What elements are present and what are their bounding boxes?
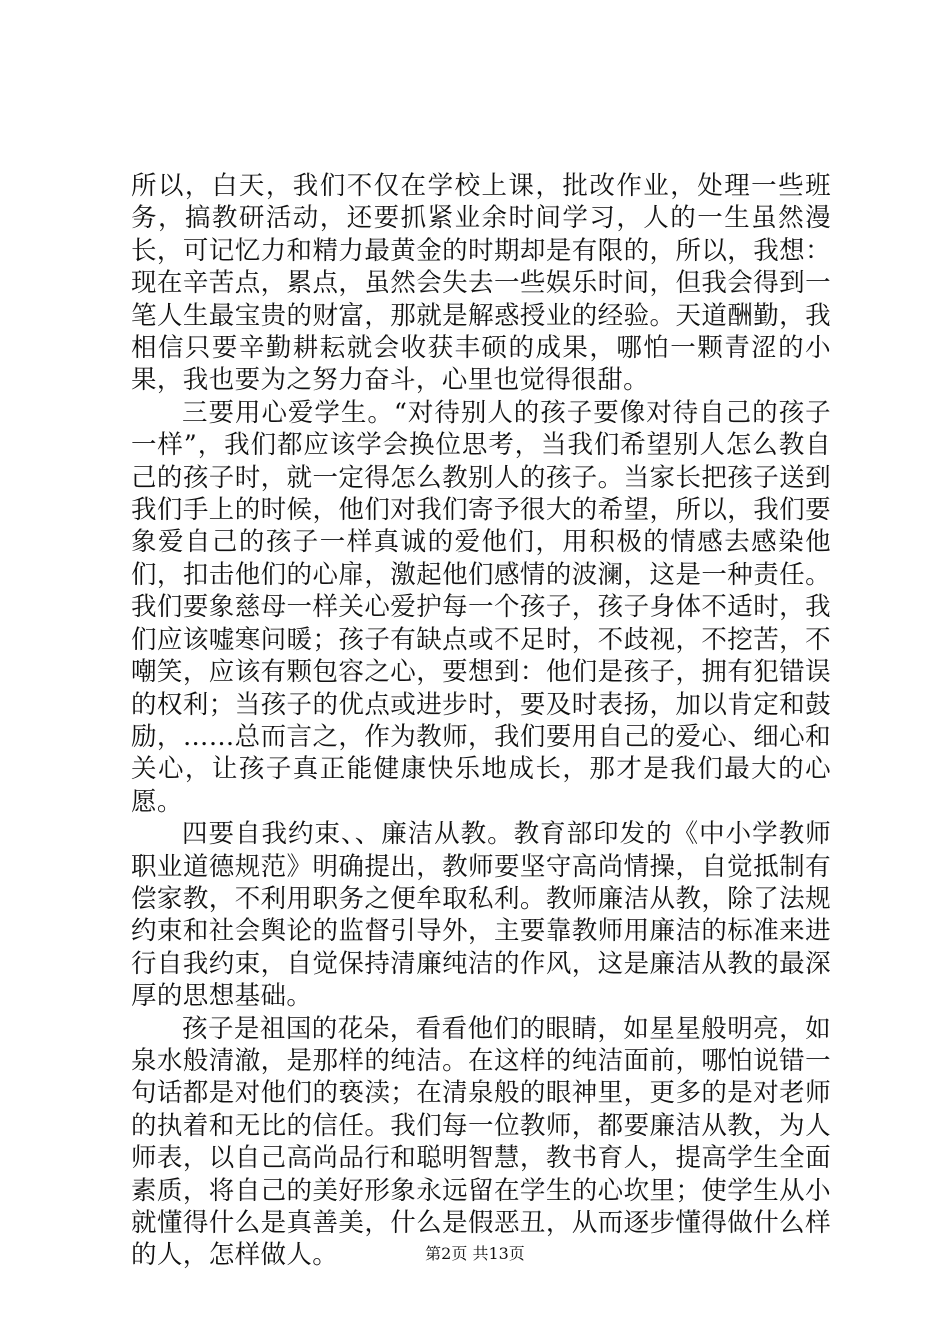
page-number-footer: 第2页 共13页	[425, 1244, 525, 1263]
document-body	[131, 170, 831, 1272]
paragraph-self-discipline: 四要自我约束、、廉洁从教。教育部印发的《中小学教师职业道德规范》明确提出，教师要坚守高尚情操，自觉抵制有偿家教，不利用职务之便牟取私利。教师廉洁从教，除了法规约束和社会舆论的监督引导外，主要靠教师用廉洁的标准来进行自我约束，自觉保持清廉纯洁的作风，这是廉洁从教的最深厚的思想基础。	[131, 819, 831, 1012]
paragraph-love-students: 三要用心爱学生。“对待别人的孩子要像对待自己的孩子一样”，我们都应该学会换位思考，当我们希望别人怎么教自己的孩子时，就一定得怎么教别人的孩子。当家长把孩子送到我们手上的时候，他们对我们寄予很大的希望，所以，我们要象爱自己的孩子一样真诚的爱他们，用积极的情感去感染他们，扣击他们的心扉，激起他们感情的波澜，这是一种责任。我们要象慈母一样关心爱护每一个孩子，孩子身体不适时，我们应该嘘寒问暖；孩子有缺点或不足时，不歧视，不挖苦，不嘲笑，应该有颗包容之心，要想到：他们是孩子，拥有犯错误的权利；当孩子的优点或进步时，要及时表扬，加以肯定和鼓励，……总而言之，作为教师，我们要用自己的爱心、细心和关心，让孩子真正能健康快乐地成长，那才是我们最大的心愿。	[131, 397, 831, 817]
paragraph-children-flowers: 孩子是祖国的花朵，看看他们的眼睛，如星星般明亮，如泉水般清澈，是那样的纯洁。在这样的纯洁面前，哪怕说错一句话都是对他们的亵渎；在清泉般的眼神里，更多的是对老师的执着和无比的信任。我们每一位教师，都要廉洁从教，为人师表，以自己高尚品行和聪明智慧，教书育人，提高学生全面素质，将自己的美好形象永远留在学生的心坎里；使学生从小就懂得什么是真善美，什么是假恶丑，从而逐步懂得做什么样的人，怎样做人。	[131, 1013, 831, 1271]
paragraph-continuation: 所以，白天，我们不仅在学校上课，批改作业，处理一些班务，搞教研活动，还要抓紧业余时间学习，人的一生虽然漫长，可记忆力和精力最黄金的时期却是有限的，所以，我想：现在辛苦点，累点，虽然会失去一些娱乐时间，但我会得到一笔人生最宝贵的财富，那就是解惑授业的经验。天道酬勤，我相信只要辛勤耕耘就会收获丰硕的成果，哪怕一颗青涩的小果，我也要为之努力奋斗，心里也觉得很甜。	[131, 171, 831, 396]
